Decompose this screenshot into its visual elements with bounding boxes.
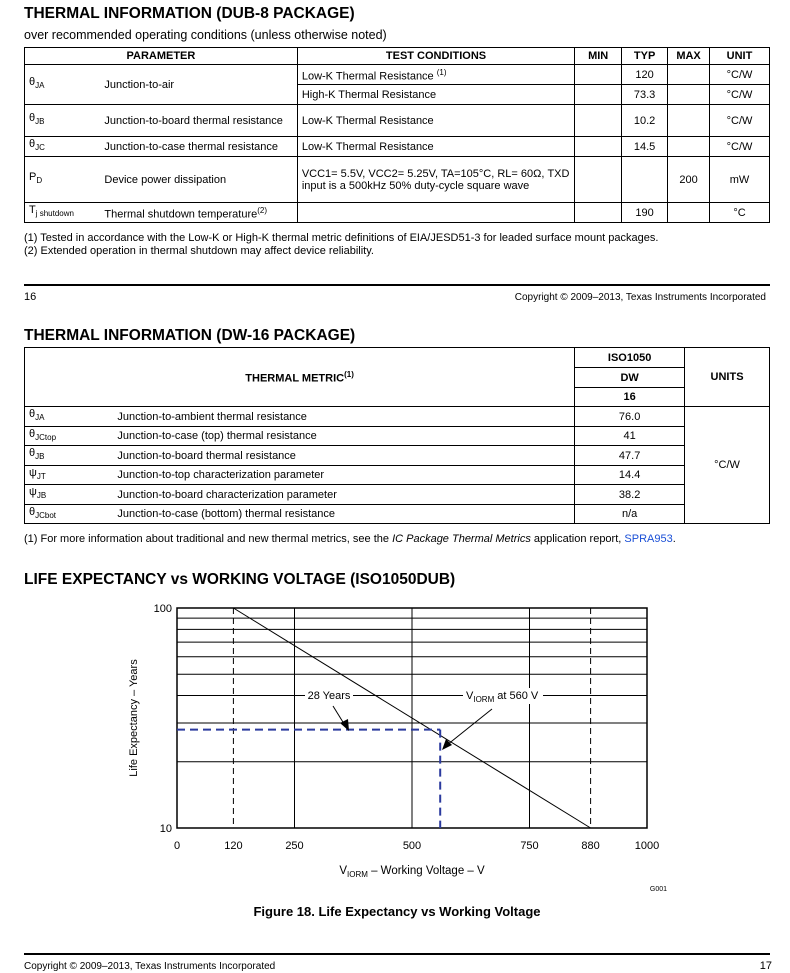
x-tick-label: 500 <box>402 840 422 852</box>
arrow-head-icon <box>442 739 452 750</box>
x-tick-label: 880 <box>581 840 600 852</box>
footnote: (2) Extended operation in thermal shutdown may affect device reliability. <box>24 245 374 257</box>
dub8-subtitle: over recommended operating conditions (unless otherwise noted) <box>24 28 387 42</box>
divider <box>24 953 770 955</box>
x-tick-label: 120 <box>224 840 243 852</box>
28-years-label: 28 Years <box>307 690 351 702</box>
viorm-label-part: at 560 V <box>494 690 539 702</box>
table-row: High-K Thermal Resistance 73.3 °C/W <box>25 85 770 105</box>
table-row: $\psi_{JT}$ Junction-to-top characterization parameter 14.4 <box>25 466 770 485</box>
table-row: $\theta_{JCbot}$ Junction-to-case (bottom) thermal resistance n/a <box>25 505 770 524</box>
copyright: Copyright © 2009–2013, Texas Instruments Incorporated <box>24 961 276 972</box>
table-row: $\psi_{JB}$ Junction-to-board characterization parameter 38.2 <box>25 485 770 505</box>
col-test: TEST CONDITIONS <box>297 48 574 65</box>
figure-code: G001 <box>649 886 667 893</box>
chart-section-title: LIFE EXPECTANCY vs WORKING VOLTAGE (ISO1050DUB) <box>24 571 456 588</box>
y-tick-label: 100 <box>153 603 172 615</box>
x-tick-label: 1000 <box>634 840 660 852</box>
page-number: 16 <box>24 291 37 303</box>
figure-caption: Figure 18. Life Expectancy vs Working Voltage <box>253 904 541 919</box>
x-tick-label: 250 <box>285 840 304 852</box>
col-unit: UNIT <box>710 48 770 65</box>
viorm-label-part: IORM <box>473 695 495 704</box>
spra953-link[interactable]: SPRA953 <box>624 533 673 545</box>
col-typ: TYP <box>622 48 668 65</box>
table-row: $T_{j shutdown}$ Thermal shutdown temperature$^{(2)}$ 190 °C <box>25 203 770 223</box>
table-row: $\theta_{JB}$ Junction-to-board thermal resistance Low-K Thermal Resistance 10.2 °C/W <box>25 105 770 137</box>
arrow-head-icon <box>340 719 349 731</box>
dw16-table: THERMAL METRIC$^{(1)}$ ISO1050 UNITS DW 16 $\theta_{JA}$ Junction-to-ambient thermal resistance 76.0 °C/W $\theta_{JCtop}$ Junction-to-case (top) thermal resistance 41 $\theta_{JB}$ Junction-to-board thermal resistance 47.7 $\psi_{JT}$ Junction-to-top characterization parameter 14.4 $\psi_{JB}$ Junction-to-board characterization parameter 38.2 $\theta_{JCbot}$ Junction-to-case (bottom) thermal resistance n/a <box>24 347 770 524</box>
table-row: $\theta_{JCtop}$ Junction-to-case (top) thermal resistance 41 <box>25 427 770 446</box>
y-tick-label: 10 <box>159 823 172 835</box>
footnote: (1) For more information about traditional and new thermal metrics, see the IC Package Thermal Metrics application report, SPRA953. <box>24 533 676 545</box>
y-axis-label: Life Expectancy – Years <box>128 659 140 777</box>
table-row: $\theta_{JB}$ Junction-to-board thermal resistance 47.7 <box>25 446 770 466</box>
dub8-title: THERMAL INFORMATION (DUB-8 PACKAGE) <box>24 5 355 22</box>
viorm-label-part: V <box>466 690 474 702</box>
table-row: $\theta_{JA}$ Junction-to-ambient thermal resistance 76.0 °C/W <box>25 407 770 427</box>
footnote: (1) Tested in accordance with the Low-K or High-K thermal metric definitions of EIA/JESD51-3 for leaded surface mount packages. <box>24 232 659 244</box>
col-min: MIN <box>575 48 622 65</box>
table-row: $P_D$ Device power dissipation VCC1= 5.5V, VCC2= 5.25V, TA=105°C, RL= 60Ω, TXD input is a 500kHz 50% duty-cycle square wave 200 mW <box>25 157 770 203</box>
col-max: MAX <box>668 48 710 65</box>
x-axis-label: $V_{IORM}$ – Working Voltage – V <box>339 865 485 879</box>
x-tick-label: 0 <box>173 840 181 852</box>
page-number: 17 <box>759 960 772 972</box>
dw16-title: THERMAL INFORMATION (DW-16 PACKAGE) <box>24 327 356 344</box>
col-parameter: PARAMETER <box>25 48 298 65</box>
table-row: $\theta_{JA}$ Junction-to-air Low-K Thermal Resistance $^{(1)}$ 120 °C/W <box>25 65 770 85</box>
table-row: $\theta_{JC}$ Junction-to-case thermal resistance Low-K Thermal Resistance 14.5 °C/W <box>25 137 770 157</box>
x-tick-label: 750 <box>520 840 539 852</box>
copyright: Copyright © 2009–2013, Texas Instruments Incorporated <box>514 292 766 303</box>
arrow <box>447 709 492 745</box>
